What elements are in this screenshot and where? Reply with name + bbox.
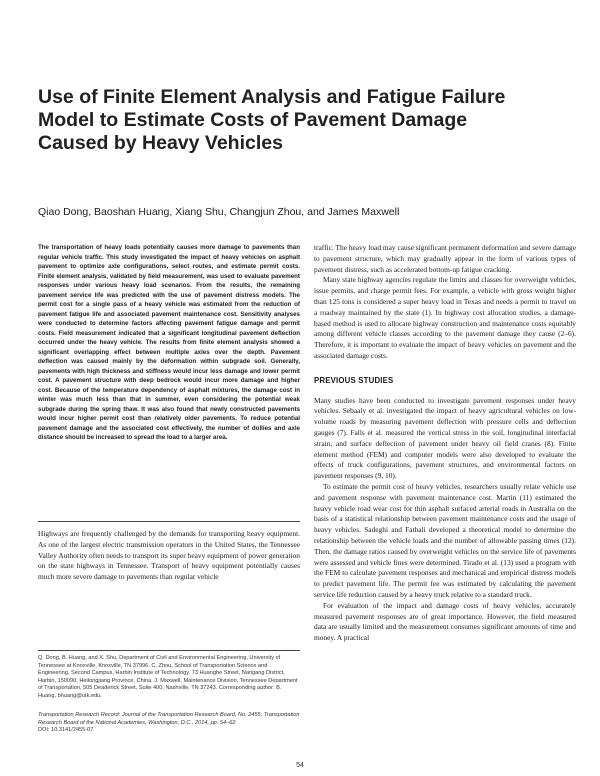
paragraph: To estimate the permit cost of heavy vehicles, researchers usually relate vehicle use and pavement response with pavement maintenance cost. Martin (11) estimated the heavy vehicle road wear cost for thin asphalt surfaced arterial roads in Australia on the basis of a statistical relationship between pavement maintenance costs and the usage of heavy vehicles. Sadeghi and Fathali developed a theoretical model to determine the relationship between the vehicle loads and the number of allowable passing times (12). Then, the damage ratios caused by overweight vehicles on the service life of pavements were assessed and vehicle fines were determined. Tirado et al. (13) used a program with the FEM to calculate pavement responses and mechanical and empirical distress models to predict pavement life. The permit fee was estimated by calculating the pavement service life reduction caused by a heavy truck relative to a standard truck. (314, 481, 576, 599)
journal-citation (38, 712, 300, 735)
author-affiliations: Q. Dong, B. Huang, and X. Shu, Department of Civil and Environmental Engineering, University of Tennessee at Knoxville, Knoxville, TN 37996. C. Zhou, School of Transportation Science and Engineering, Second Campus, Harbin Institute of Technology, 73 Huanghe Street, Nangang District, Harbin, 150090, Heilongjiang Province, China. J. Maxwell, Maintenance Division, Tennessee Department of Transportation, 505 Deaderick Street, Suite 400, Nashville, TN 37243. Corresponding author: B. Huang, bhuang@utk.edu. (38, 655, 298, 699)
paragraph: Many studies have been conducted to investigate pavement responses under heavy vehicles. Sebaaly et al. investigated the impact of heavy agricultural vehicles on low-volume roads by measuring pavement deflection with pressure cells and deflection gauges (7). Falls et al. measured the vertical stress in the soil, longitudinal interfacial strain, and surface deflection of pavement under heavy oil field cranes (8). Finite element method (FEM) and computer models were also developed to evaluate the effects of truck configurations, pavement structures, and environmental factors on pavement responses (9, 10). (314, 395, 576, 481)
paragraph: traffic. The heavy load may cause significant permanent deformation and severe damage to pavement structure, which may gradually appear in the form of various types of pavement distress, such as accelerated bottom-up fatigue cracking. (314, 243, 576, 274)
abstract-divider (38, 521, 300, 522)
abstract: The transportation of heavy loads potentially causes more damage to pavements than regular vehicle traffic. This study investigated the impact of heavy vehicles on asphalt pavement to optimize axle configurations, select routes, and estimate permit costs. Finite element analysis, validated by field measurement, was used to evaluate pavement responses under various heavy load scenarios. From the results, the remaining pavement service life was predicted with the use of pavement distress models. The permit cost for a single pass of a heavy vehicle was estimated from the reduction of pavement fatigue life and associated pavement maintenance cost. Sensitivity analyses were conducted to determine factors affecting pavement fatigue damage and permit costs. Field measurement indicated that a significant longitudinal pavement deflection occurred under the heavy vehicle. The results from finite element analysis showed a significant overlapping effect between multiple axles over the depth. Pavement deflection was caused mainly by the deformation within subgrade soil. Generally, pavements with high thickness and stiffness would incur less damage and lower permit cost. A pavement structure with deep bedrock would incur more damage and higher cost. Because of the temperature dependency of asphalt mixtures, the damage cost in winter was much less than that in summer, even considering the potential weak subgrade during the spring thaw. It was also found that newly constructed pavements would incur higher permit cost than relatively older pavements. To reduce potential pavement damage and the associated cost effectively, the number of dollies and axle distance should be increased to spread the load to a larger area. (38, 244, 300, 441)
paragraph: Many state highway agencies regulate the limits and classes for overweight vehicles, issue permits, and charge permit fees. For example, a vehicle with gross weight higher than 125 tons is considered a super heavy load in Texas and needs a permit to travel on a roadway maintained by the state (1). In highway cost allocation studies, a damage-based method is used to allocate highway construction and maintenance costs equitably among different vehicle classes according to the pavement damage they cause (2–6). Therefore, it is important to evaluate the impact of heavy vehicles on pavement and the associated damage costs. (314, 275, 576, 360)
doi: DOI: 10.3141/2455-07 (38, 727, 94, 734)
introduction-paragraph: Highways are frequently challenged by the demands for transporting heavy equipment. As one of the largest electric transmission operators in the United States, the Tennessee Valley Authority often needs to transport its super heavy equipment of power generation on the state highways in Tennessee. Transport of heavy equipment potentially causes much more severe damage to pavements than regular vehicle (38, 529, 300, 582)
journal-reference: Transportation Research Record: Journal of the Transportation Research Board, No. 2455, Transportation Research Board of the National Academies, Washington, D.C., 2014, pp. 54–62. (38, 712, 300, 726)
footnote-divider (38, 650, 300, 651)
paper-title: Use of Finite Element Analysis and Fatigue Failure Model to Estimate Costs of Pavement Damage Caused by Heavy Vehicles (38, 86, 506, 154)
paragraph: For evaluation of the impact and damage costs of heavy vehicles, accurately measured pavement responses are of great importance. However, the field measured data are usually limited and the measurement consumes significant amounts of time and money. A practical (314, 600, 576, 643)
author-list: Qiao Dong, Baoshan Huang, Xiang Shu, Changjun Zhou, and James Maxwell (38, 206, 400, 218)
section-heading: PREVIOUS STUDIES (314, 375, 394, 385)
page-number: 54 (296, 762, 304, 769)
right-column (314, 243, 576, 644)
